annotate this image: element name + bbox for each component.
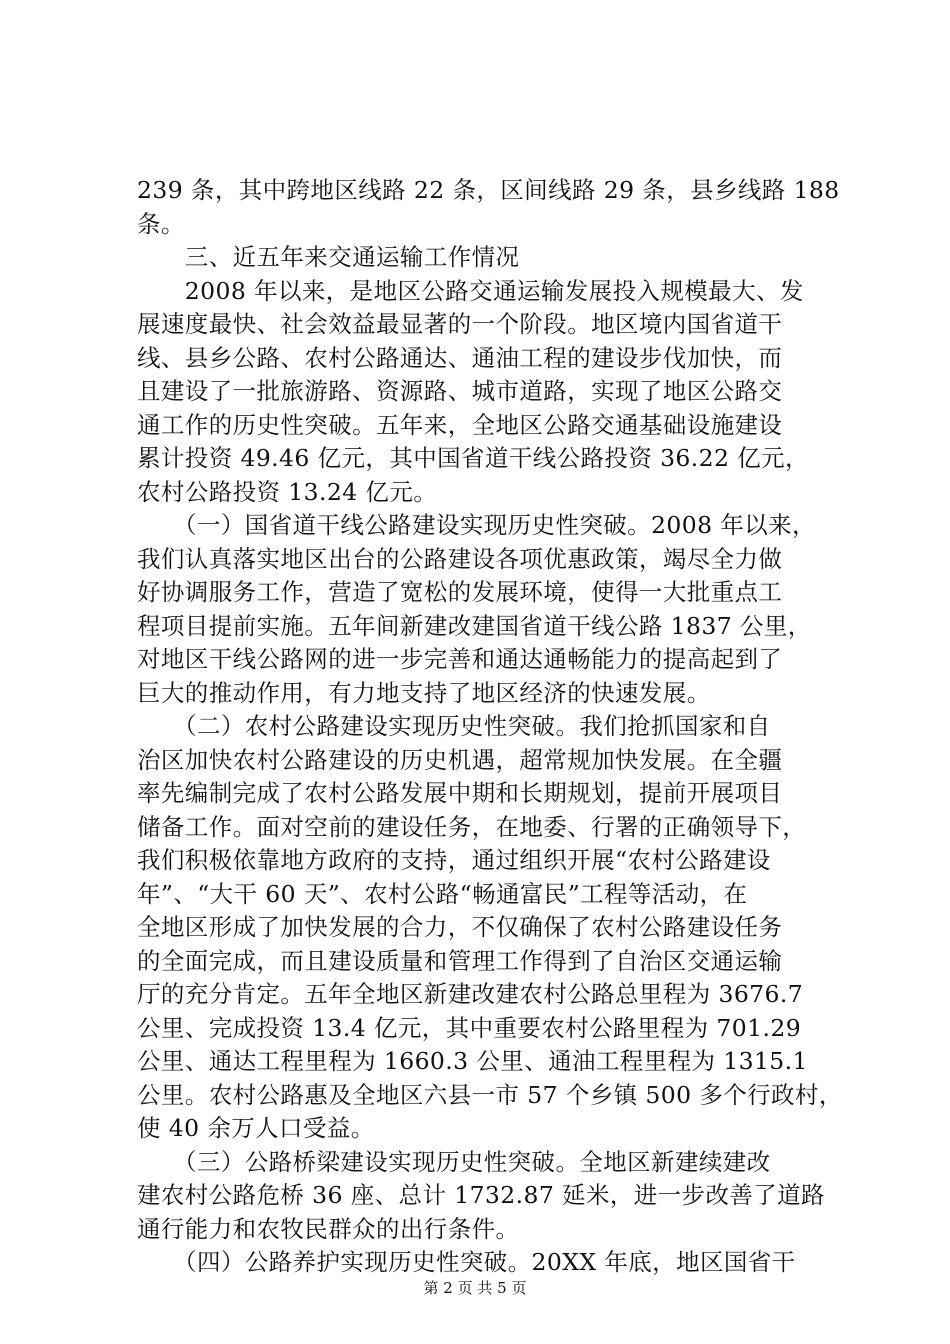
body-line: 2008 年以来，是地区公路交通运输发展投入规模最大、发 (137, 276, 804, 305)
body-line: 通行能力和农牧民群众的出行条件。 (137, 1214, 520, 1243)
body-line: 的全面完成，而且建设质量和管理工作得到了自治区交通运输 (137, 946, 783, 975)
body-line: 公里。农村公路惠及全地区六县一市 57 个乡镇 500 多个行政村， (137, 1080, 843, 1109)
section-heading: 三、近五年来交通运输工作情况 (137, 243, 520, 271)
body-line: 率先编制完成了农村公路发展中期和长期规划，提前开展项目 (137, 779, 783, 807)
body-line: 农村公路投资 13.24 亿元。 (137, 477, 438, 506)
body-line: 厅的充分肯定。五年全地区新建改建农村公路总里程为 3676.7 (137, 980, 804, 1008)
body-line: （一）国省道干线公路建设实现历史性突破。2008 年以来， (137, 511, 816, 539)
body-line: （四）公路养护实现历史性突破。20XX 年底，地区国省干 (137, 1248, 796, 1276)
body-line: 建农村公路危桥 36 座、总计 1732.87 延米，进一步改善了道路 (137, 1181, 825, 1209)
body-line: 展速度最快、社会效益最显著的一个阶段。地区境内国省道干 (137, 310, 783, 338)
body-line: 且建设了一批旅游路、资源路、城市道路，实现了地区公路交 (137, 377, 783, 405)
body-line: 年”、“大干 60 天”、农村公路“畅通富民”工程等活动，在 (137, 879, 748, 908)
body-line: 公里、完成投资 13.4 亿元，其中重要农村公路里程为 701.29 (137, 1013, 802, 1042)
body-line: 我们认真落实地区出台的公路建设各项优惠政策，竭尽全力做 (137, 544, 783, 573)
body-line: 程项目提前实施。五年间新建改建国省道干线公路 1837 公里， (137, 611, 812, 640)
body-line: 我们积极依靠地方政府的支持，通过组织开展“农村公路建设 (137, 846, 771, 874)
body-line: （三）公路桥梁建设实现历史性突破。全地区新建续建改 (137, 1147, 771, 1176)
body-line: 累计投资 49.46 亿元，其中国省道干线公路投资 36.22 亿元， (137, 444, 809, 472)
body-line: 线、县乡公路、农村公路通达、通油工程的建设步伐加快，而 (137, 343, 783, 372)
body-line: 巨大的推动作用，有力地支持了地区经济的快速发展。 (137, 678, 711, 707)
body-line: 全地区形成了加快发展的合力，不仅确保了农村公路建设任务 (137, 913, 783, 941)
body-line: 好协调服务工作，营造了宽松的发展环境，使得一大批重点工 (137, 578, 783, 606)
body-line: 治区加快农村公路建设的历史机遇，超常规加快发展。在全疆 (137, 745, 783, 774)
page-indicator: 第 2 页 共 5 页 (423, 1279, 527, 1297)
body-line: （二）农村公路建设实现历史性突破。我们抢抓国家和自 (137, 712, 771, 740)
body-line: 公里、通达工程里程为 1660.3 公里、通油工程里程为 1315.1 (137, 1047, 808, 1075)
document-body (137, 174, 843, 1280)
body-line: 239 条，其中跨地区线路 22 条，区间线路 29 条，县乡线路 188 (137, 176, 840, 204)
body-line: 使 40 余万人口受益。 (137, 1114, 375, 1142)
body-line: 通工作的历史性突破。五年来，全地区公路交通基础设施建设 (137, 410, 783, 439)
body-line: 条。 (137, 209, 185, 238)
body-line: 储备工作。面对空前的建设任务，在地委、行署的正确领导下， (137, 812, 807, 841)
page-footer (0, 1278, 950, 1298)
body-line: 对地区干线公路网的进一步完善和通达通畅能力的提高起到了 (137, 645, 783, 673)
